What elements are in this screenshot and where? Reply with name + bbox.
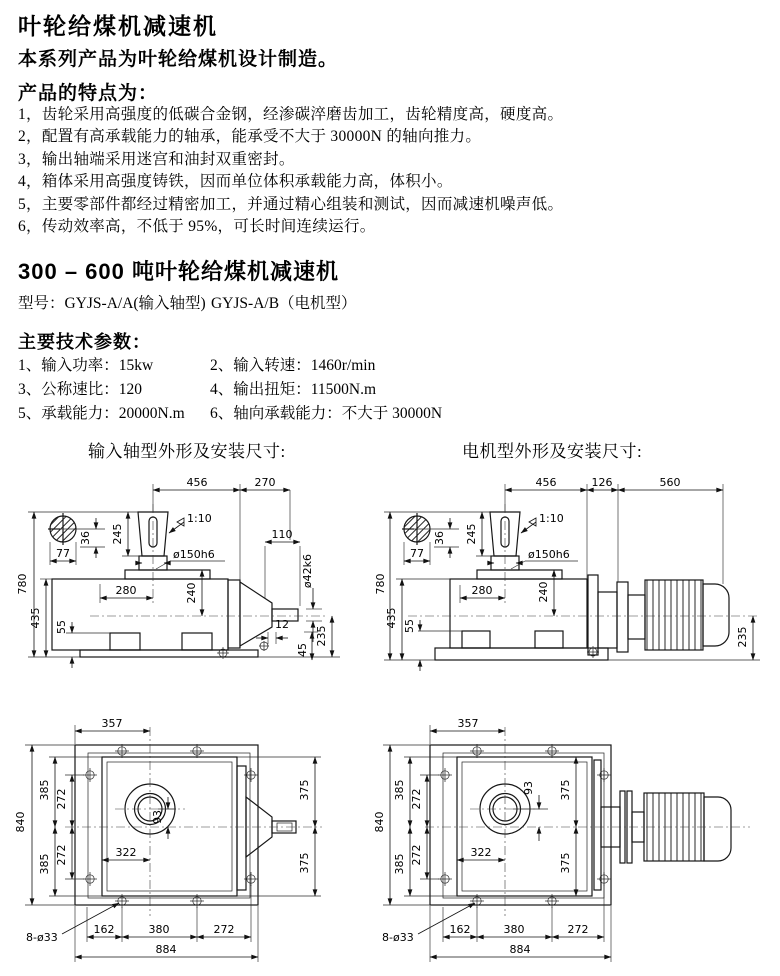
dim-55: 55 — [55, 620, 68, 634]
dim-322: 322 — [115, 846, 137, 859]
dim-385: 385 — [38, 853, 51, 875]
dim-235: 235 — [315, 625, 328, 647]
param-item: 6、轴向承载能力：不大于 30000N — [210, 405, 443, 422]
dim-884: 884 — [155, 943, 177, 956]
dim-272: 272 — [213, 923, 235, 936]
dim-385: 385 — [393, 779, 406, 801]
drawing-input-shaft-side-view — [10, 470, 370, 703]
dim-93: 93 — [151, 810, 164, 824]
feature-item: 1，齿轮采用高强度的低碳合金钢，经渗碳淬磨齿加工，齿轮精度高，硬度高。 — [18, 106, 564, 123]
param-item: 5、承载能力：20000N.m — [18, 405, 185, 422]
model-input-shaft: 型号：GYJS-A/A(输入轴型) — [18, 295, 206, 312]
motor-end-cap — [704, 797, 731, 861]
dim-taper: 1:10 — [539, 512, 564, 525]
param-list — [18, 354, 540, 426]
dim-77: 77 — [56, 547, 70, 560]
dim-780: 780 — [374, 573, 387, 595]
dim-dia42k6: ø42k6 — [301, 553, 314, 589]
dim-272: 272 — [55, 844, 68, 866]
caption-input-shaft: 输入轴型外形及安装尺寸: — [88, 442, 286, 461]
dim-272: 272 — [55, 788, 68, 810]
dim-270: 270 — [254, 476, 276, 489]
dim-55: 55 — [403, 619, 416, 633]
feature-item: 3，输出轴端采用迷宫和油封双重密封。 — [18, 150, 295, 168]
intro-line: 本系列产品为叶轮给煤机设计制造。 — [18, 49, 339, 70]
param-item: 1、输入功率：15kw — [18, 357, 154, 374]
dim-322: 322 — [470, 846, 492, 859]
dim-456: 456 — [535, 476, 557, 489]
model-motor: GYJS-A/B（电机型） — [211, 295, 357, 312]
dim-245: 245 — [465, 523, 478, 545]
extension-lines — [25, 725, 321, 962]
dim-780: 780 — [16, 573, 29, 595]
dim-380: 380 — [503, 923, 525, 936]
page-title: 叶轮给煤机减速机 — [18, 13, 218, 39]
dim-8-dia33: 8-ø33 — [26, 931, 58, 944]
dim-840: 840 — [373, 811, 386, 833]
dim-357: 357 — [101, 717, 123, 730]
gear-housing — [102, 757, 237, 896]
motor-fins — [645, 580, 703, 650]
feature-item: 4，箱体采用高强度铸铁，因而单位体积承载能力高，体积小。 — [18, 173, 453, 191]
motor-flange — [588, 575, 598, 655]
model-line — [18, 291, 518, 313]
dim-435: 435 — [29, 607, 42, 629]
dim-840: 840 — [14, 811, 27, 833]
dim-240: 240 — [537, 581, 550, 603]
dim-385: 385 — [38, 779, 51, 801]
dim-375: 375 — [298, 779, 311, 801]
dim-45: 45 — [296, 643, 309, 657]
dim-357: 357 — [457, 717, 479, 730]
reducer-outline — [402, 512, 729, 660]
feature-item: 6，传动效率高，不低于 95%，可长时间连续运行。 — [18, 218, 376, 236]
dim-884: 884 — [509, 943, 531, 956]
dim-162: 162 — [93, 923, 115, 936]
dim-77: 77 — [410, 547, 424, 560]
features-heading: 产品的特点为： — [18, 83, 159, 104]
dim-162: 162 — [449, 923, 471, 936]
caption-motor: 电机型外形及安装尺寸: — [462, 442, 643, 461]
dim-272: 272 — [567, 923, 589, 936]
dim-126: 126 — [591, 476, 613, 489]
housing-outline — [75, 745, 296, 905]
dim-8-dia33: 8-ø33 — [382, 931, 414, 944]
drawing-input-shaft-top-view — [10, 700, 370, 976]
motor-flange — [594, 760, 601, 890]
drawing-motor-side-view — [374, 470, 780, 703]
dim-36: 36 — [433, 531, 446, 545]
base-plate — [435, 648, 608, 660]
dim-280: 280 — [471, 584, 493, 597]
dim-385: 385 — [393, 853, 406, 875]
feature-list — [18, 104, 758, 238]
dim-36: 36 — [79, 531, 92, 545]
series-heading: 300 – 600 吨叶轮给煤机减速机 — [18, 259, 339, 284]
dim-240: 240 — [185, 582, 198, 604]
dim-12: 12 — [275, 618, 289, 631]
dim-435: 435 — [385, 607, 398, 629]
dim-375: 375 — [559, 852, 572, 874]
gear-housing — [457, 757, 592, 896]
motor-end-cap — [703, 584, 729, 646]
bolt-holes — [438, 744, 611, 908]
dim-560: 560 — [659, 476, 681, 489]
dim-235: 235 — [736, 626, 749, 648]
dim-dia150h6: ø150h6 — [173, 548, 215, 561]
dim-245: 245 — [111, 523, 124, 545]
base-plate — [80, 650, 258, 657]
params-heading: 主要技术参数： — [18, 332, 151, 352]
drawing-motor-top-view — [373, 700, 780, 976]
output-flange — [228, 580, 240, 648]
dim-93: 93 — [522, 781, 535, 795]
dimension-labels — [16, 476, 328, 657]
param-item: 2、输入转速：1460r/min — [210, 357, 376, 374]
feature-item: 5，主要零部件都经过精密加工，并通过精心组装和测试，因而减速机噪声低。 — [18, 195, 564, 213]
output-flange — [237, 766, 246, 890]
dim-456: 456 — [186, 476, 208, 489]
dim-taper: 1:10 — [187, 512, 212, 525]
dim-272: 272 — [410, 788, 423, 810]
param-item: 3、公称速比：120 — [18, 381, 143, 398]
dim-110: 110 — [271, 528, 293, 541]
dim-272: 272 — [410, 844, 423, 866]
dim-375: 375 — [559, 779, 572, 801]
centerlines — [408, 504, 758, 616]
output-bell — [240, 582, 272, 646]
dim-380: 380 — [148, 923, 170, 936]
param-item: 4、输出扭矩：11500N.m — [210, 381, 377, 398]
feature-item: 2，配置有高承载能力的轴承，能承受不大于 30000N 的轴向推力。 — [18, 128, 482, 146]
dim-dia150h6: ø150h6 — [528, 548, 570, 561]
dim-280: 280 — [115, 584, 137, 597]
dim-375: 375 — [298, 852, 311, 874]
housing-outline — [430, 745, 731, 905]
